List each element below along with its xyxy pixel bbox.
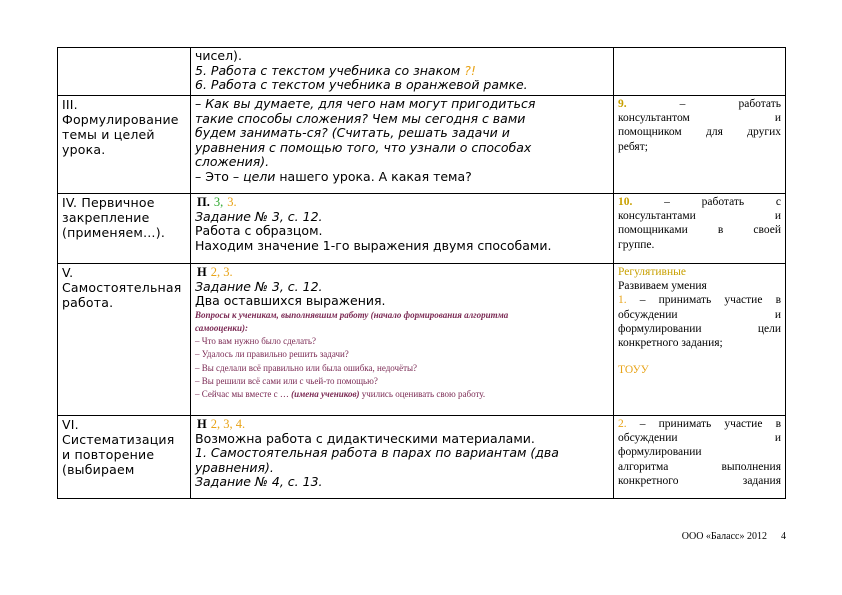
stage-cell: III. Формулирование темы и целей урока.: [58, 96, 191, 194]
stage-cell: [58, 48, 191, 96]
skills-cell: 10. – работать с консультантами и помощниками в своей группе.: [614, 194, 786, 264]
table-row: [58, 96, 786, 194]
lesson-plan-table: [57, 47, 786, 499]
stage-cell: V. Самостоятельная работа.: [58, 264, 191, 416]
activity-cell: Н 2, 3. Задание № 3, с. 12. Два оставшихся выражения. Вопросы к ученикам, выполнявшим работу (начало формирования алгоритма самооценки): – Что вам нужно было сделать? – Удалось ли правильно решить задачи? – Вы сделали всё правильно или была ошибка, недочёты? – Вы решили всё сами или с чьей-то помощью? – Сейчас мы вместе с … (имена учеников) учились оценивать свою работу.: [191, 264, 614, 416]
activity-cell: Н 2, 3, 4. Возможна работа с дидактическими материалами. 1. Самостоятельная работа в парах по вариантам (два уравнения). Задание № 4, с. 13.: [191, 416, 614, 499]
stage-cell: VI. Систематизация и повторение (выбираем: [58, 416, 191, 499]
skills-cell: 2. – принимать участие в обсуждении и формулировании алгоритма выполнения конкретного задания: [614, 416, 786, 499]
activity-cell: П. 3, 3. Задание № 3, с. 12. Работа с образцом. Находим значение 1-го выражения двумя способами.: [191, 194, 614, 264]
stage-cell: IV. Первичное закрепление (применяем…).: [58, 194, 191, 264]
publisher: ООО «Баласс» 2012: [681, 531, 767, 542]
question-sign-icon: ?!: [464, 62, 476, 78]
activity-cell: чисел). 5. Работа с текстом учебника со знаком ?! 6. Работа с текстом учебника в оранжевой рамке.: [191, 48, 614, 96]
table-row: [58, 48, 786, 96]
page-footer: [668, 531, 786, 542]
page-number: 4: [781, 531, 786, 542]
activity-cell: – Как вы думаете, для чего нам могут пригодиться такие способы сложения? Чем мы сегодня с вами будем занимать-ся? (Считать, решать задачи и уравнения с помощью того, что узнали о способах сложения). – Это – цели нашего урока. А какая тема?: [191, 96, 614, 194]
table-row: [58, 264, 786, 416]
skills-cell: Регулятивные Развиваем умения 1. – принимать участие в обсуждении и формулировании цели конкретного задания; ТОУУ: [614, 264, 786, 416]
skills-cell: 9. – работать консультантом и помощником для других ребят;: [614, 96, 786, 194]
table-row: [58, 194, 786, 264]
table-row: [58, 416, 786, 499]
skills-cell: [614, 48, 786, 96]
